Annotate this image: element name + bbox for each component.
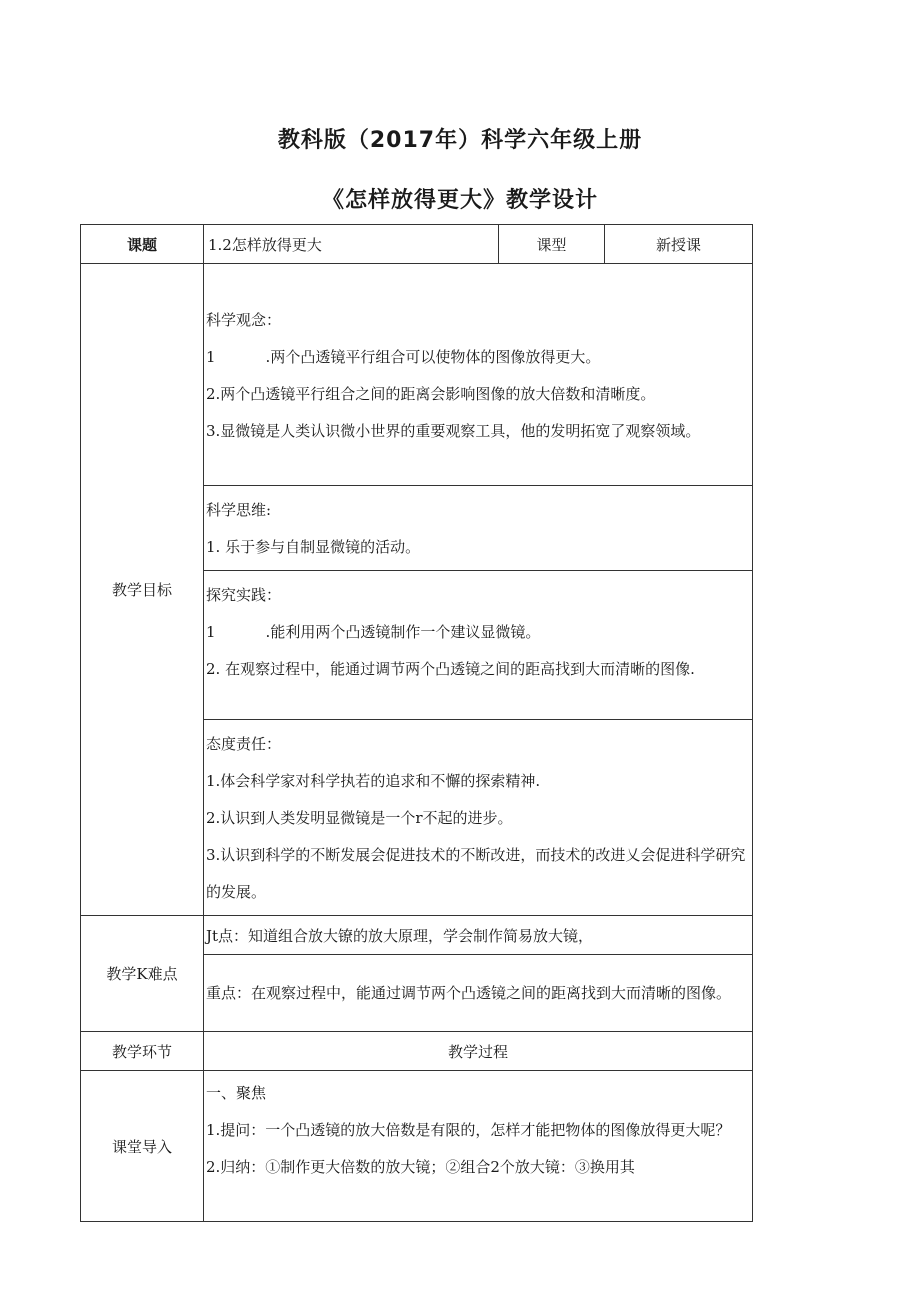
intro-item: 2.归纳：①制作更大倍数的放大镜；②组合2个放大镜：③换用其 <box>206 1158 635 1176</box>
process-header-row <box>81 1032 753 1071</box>
intro-row <box>81 1071 753 1222</box>
intro-label: 课堂导入 <box>81 1071 204 1222</box>
key-point-text: 重点：在观察过程中，能通过调节两个凸透镜之间的距离找到大而清晰的图像。 <box>204 955 753 1032</box>
thinking-heading: 科学思维: <box>206 501 272 519</box>
process-stage-label: 教学环节 <box>81 1032 204 1071</box>
objectives-concept-row <box>81 264 753 486</box>
attitude-item: 3.认识到科学的不断发展会促进技术的不断改进，而技术的改进乂会促进科学研究的发展。 <box>206 846 746 901</box>
practice-heading: 探究实践： <box>206 586 282 604</box>
difficulty-text: Jt点：知道组合放大镣的放大原理，学会制作简易放大镜， <box>204 916 753 955</box>
lesson-type-value: 新授课 <box>605 225 753 264</box>
intro-heading: 一、聚焦 <box>206 1084 267 1102</box>
attitude-item: 1.体会科学家对科学执若的追求和不懈的探索精神. <box>206 772 541 790</box>
concept-item: 3.显微镜是人类认识微小世界的重要观察工具，他的发明拓宽了观察领域。 <box>206 422 701 440</box>
concept-item: 2.两个凸透镜平行组合之间的距离会影响图像的放大倍数和清晰度。 <box>206 385 656 403</box>
difficulty-row <box>81 916 753 955</box>
objectives-label: 教学目标 <box>81 264 204 916</box>
attitude-item: 2.认识到人类发明显微镜是一个r不起的进步。 <box>206 809 513 827</box>
practice-cell <box>204 571 753 720</box>
document-subtitle: 《怎样放得更大》教学设计 <box>321 188 598 213</box>
lesson-type-label: 课型 <box>499 225 605 264</box>
topic-value: 1.2怎样放得更大 <box>204 225 499 264</box>
attitude-heading: 态度责任： <box>206 735 282 753</box>
attitude-cell <box>204 720 753 916</box>
key-points-label: 教学K难点 <box>81 916 204 1032</box>
intro-cell <box>204 1071 753 1222</box>
process-title: 教学过程 <box>204 1032 753 1071</box>
concept-heading: 科学观念： <box>206 311 282 329</box>
concept-cell <box>204 264 753 486</box>
practice-item: 1 .能利用两个凸透镜制作一个建议显微镜。 <box>206 623 541 641</box>
thinking-cell <box>204 486 753 571</box>
lesson-plan-table <box>80 224 753 1222</box>
practice-item: 2. 在观察过程中，能通过调节两个凸透镜之间的距高找到大而清晰的图像. <box>206 660 695 678</box>
topic-row <box>81 225 753 264</box>
thinking-item: 1. 乐于参与自制显微镜的活动。 <box>206 538 421 556</box>
document-title: 教科版（2017年）科学六年级上册 <box>277 128 643 153</box>
topic-label: 课题 <box>81 225 204 264</box>
intro-item: 1.提问：一个凸透镜的放大倍数是有限的，怎样才能把物体的图像放得更大呢？ <box>206 1121 731 1139</box>
concept-item: 1 .两个凸透镜平行组合可以使物体的图像放得更大。 <box>206 348 601 366</box>
